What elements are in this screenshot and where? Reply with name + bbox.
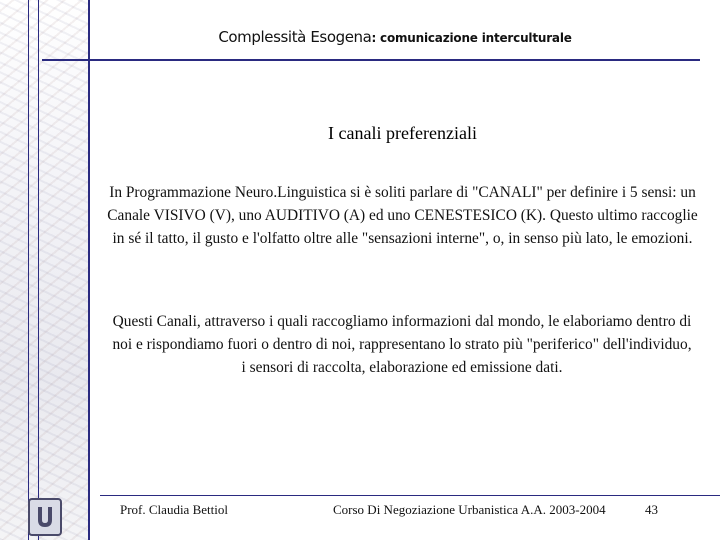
vertical-rule	[28, 0, 29, 540]
paragraph-sensori: Questi Canali, attraverso i quali raccogliamo informazioni dal mondo, le elaboriamo dentro di noi e rispondiamo fuori o dentro di noi, rappresentano lo strato più "periferico" dell'individuo, i sensori di raccolta, elaborazione ed emissione dati.	[112, 313, 692, 376]
vertical-rule	[38, 0, 39, 540]
paragraph-canali: In Programmazione Neuro.Linguistica si è soliti parlare di "CANALI" per definire i 5 sensi: un Canale VISIVO (V), uno AUDITIVO (A) ed uno CENESTESICO (K). Questo ultimo raccoglie in sé il tatto, il gusto e l'olfatto oltre alle "sensazioni interne", o, in senso più lato, le emozioni.	[107, 184, 698, 247]
header-rule	[42, 59, 700, 61]
slide-title: I canali preferenziali	[328, 123, 477, 143]
footer-author: Prof. Claudia Bettiol	[120, 502, 228, 517]
university-logo-icon	[28, 498, 62, 536]
footer-course: Corso Di Negoziazione Urbanistica A.A. 2003-2004	[333, 502, 606, 517]
page-number: 43	[645, 502, 658, 517]
slide-header	[90, 27, 700, 46]
vertical-rule	[88, 0, 90, 540]
header-title: Complessità Esogena	[218, 28, 372, 46]
header-subtitle: : comunicazione interculturale	[371, 31, 572, 45]
decorative-map-strip	[0, 0, 90, 540]
footer-rule	[100, 495, 720, 496]
